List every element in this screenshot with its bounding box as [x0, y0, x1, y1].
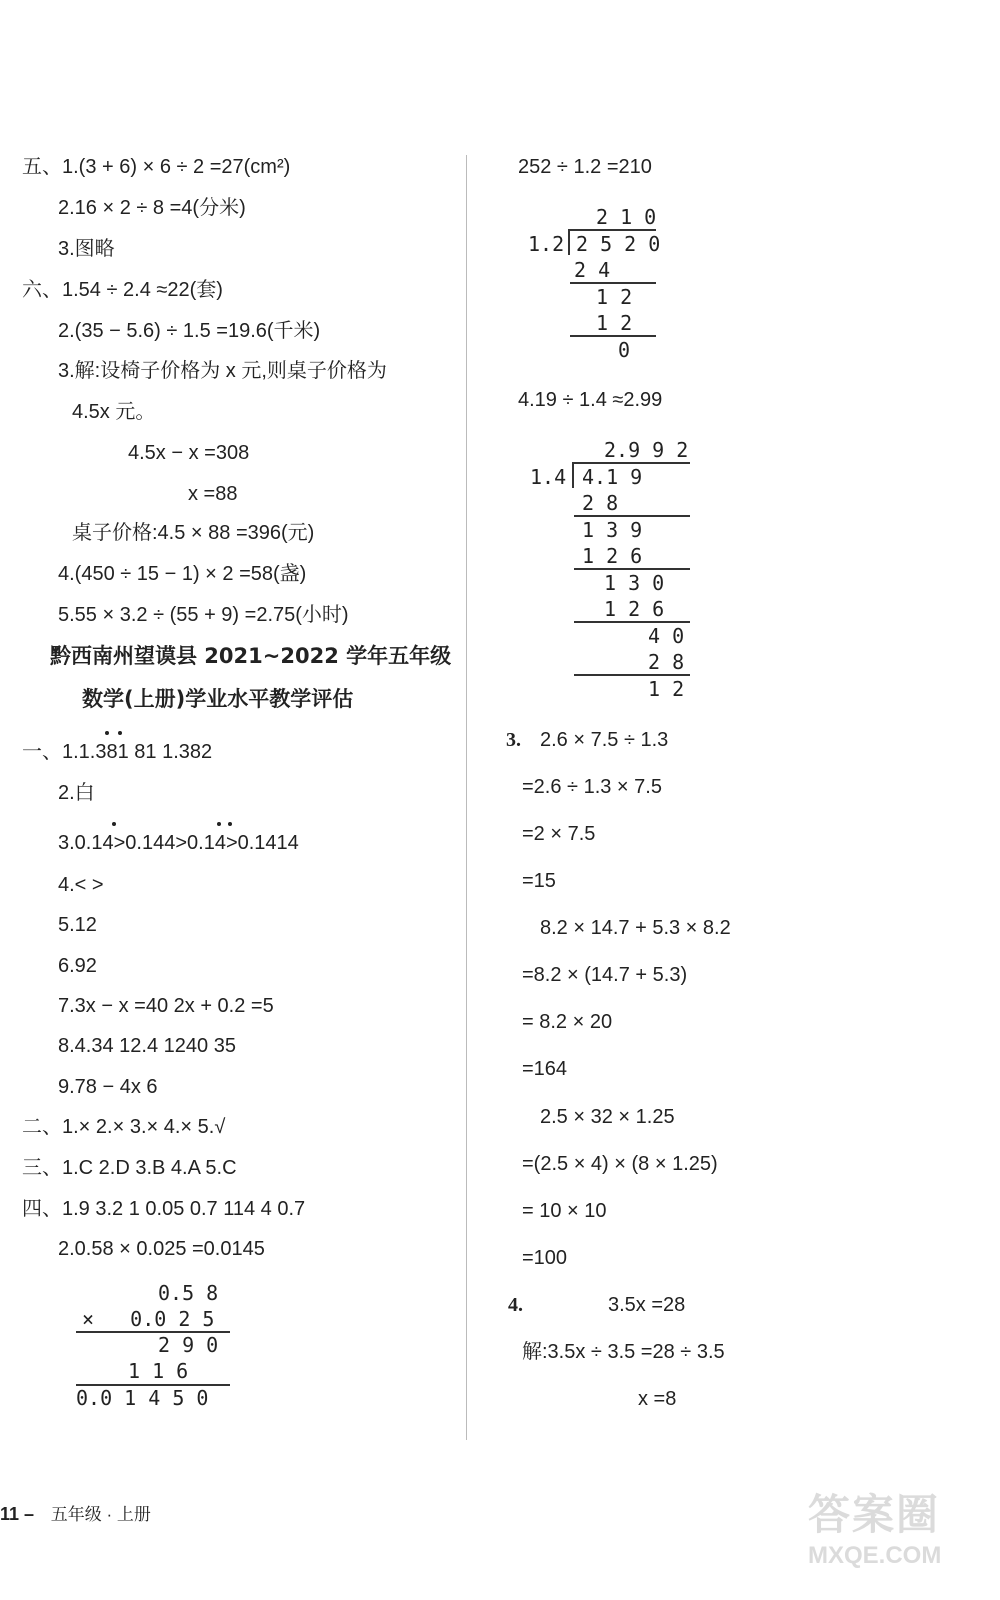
calc-b-line3: = 8.2 × 20: [522, 1011, 613, 1033]
page-number: 11 –: [0, 1504, 35, 1524]
division-1-divisor: 1.2: [528, 232, 565, 256]
watermark-bottom: MXQE.COM: [808, 1542, 942, 1569]
mult-row-2: × 0.0 2 5: [82, 1307, 215, 1331]
repeat-dot-mark: [112, 822, 116, 826]
repeat-dot-mark: [217, 822, 221, 826]
answer-6-2: 2.(35 − 5.6) ÷ 1.5 =19.6(千米): [58, 320, 321, 342]
division-2-step: 2 8: [648, 650, 685, 674]
division-1-step: 1 2: [596, 285, 633, 309]
calc-b-line1: 8.2 × 14.7 + 5.3 × 8.2: [540, 917, 731, 939]
division-2-step: 1 3 9: [582, 518, 643, 542]
answer-section-2: 二、1.× 2.× 3.× 4.× 5.√: [22, 1116, 226, 1138]
division-1-dividend: 2 5 2 0: [576, 232, 661, 256]
calc-a-line1: 2.6 × 7.5 ÷ 1.3: [540, 729, 669, 751]
answer-6-5: 5.55 × 3.2 ÷ (55 + 9) =2.75(小时): [58, 604, 349, 626]
calc-a-line3: =2 × 7.5: [522, 823, 596, 845]
question-3-label: 3.: [506, 729, 521, 751]
division-2-quotient: 2.9 9 2: [604, 438, 689, 462]
answer-6-4: 4.(450 ÷ 15 − 1) × 2 =58(盏): [58, 563, 307, 585]
division-1-rule: [570, 335, 656, 337]
calc-b-line4: =164: [522, 1058, 568, 1080]
answer-1-5: 5.12: [58, 914, 97, 936]
answer-1-7: 7.3x − x =40 2x + 0.2 =5: [58, 995, 274, 1017]
calc-c-line4: =100: [522, 1247, 568, 1269]
division-1-bracket: [568, 229, 570, 255]
answer-1-3: 3.0.14>0.144>0.14>0.1414: [58, 832, 299, 854]
repeat-dot-mark: [228, 822, 232, 826]
division-2-dividend: 4.1 9: [582, 465, 643, 489]
page-footer: [0, 1500, 151, 1525]
calc-c-line2: =(2.5 × 4) × (8 × 1.25): [522, 1153, 718, 1175]
answer-4-1: 四、1.9 3.2 1 0.05 0.7 114 4 0.7: [22, 1198, 306, 1220]
calc-c-line3: = 10 × 10: [522, 1200, 607, 1222]
answer-1-6: 6.92: [58, 955, 97, 977]
division-2-equation: 4.19 ÷ 1.4 ≈2.99: [518, 389, 663, 411]
answer-1-8: 8.4.34 12.4 1240 35: [58, 1035, 236, 1057]
answer-4-2: 2.0.58 × 0.025 =0.0145: [58, 1238, 265, 1260]
mult-row-4: 1 1 6: [128, 1359, 189, 1383]
mult-row-3: 2 9 0: [158, 1333, 219, 1357]
calc-a-line4: =15: [522, 870, 556, 892]
equation-line1: 3.5x =28: [608, 1294, 686, 1316]
answer-6-1: 六、1.54 ÷ 2.4 ≈22(套): [22, 279, 223, 301]
repeat-dot-mark: [118, 731, 122, 735]
answer-6-3-line3: 4.5x − x =308: [128, 442, 250, 464]
answer-5-3: 3.图略: [58, 238, 115, 260]
division-2-step: 1 2: [648, 677, 685, 701]
answer-1-2: 2.白: [58, 782, 95, 804]
answer-5-2: 2.16 × 2 ÷ 8 =4(分米): [58, 197, 246, 219]
watermark-logo: [808, 1482, 978, 1592]
division-2-step: 4 0: [648, 624, 685, 648]
watermark-top: 答案圈: [808, 1491, 941, 1538]
answer-5-1: 五、1.(3 + 6) × 6 ÷ 2 =27(cm²): [22, 156, 291, 178]
mult-row-5: 0.0 1 4 5 0: [76, 1386, 209, 1410]
equation-line3: x =8: [638, 1388, 677, 1410]
answer-1-1: 一、1.1.381 81 1.382: [22, 741, 213, 763]
column-divider: [466, 155, 467, 1440]
answer-6-3-line2: 4.5x 元。: [72, 401, 156, 423]
section-title-line1: 黔西南州望谟县 2021~2022 学年五年级: [50, 644, 452, 668]
division-1-step: 0: [618, 338, 631, 362]
section-title-line2: 数学(上册)学业水平教学评估: [82, 687, 354, 711]
division-2-step: 1 2 6: [604, 597, 665, 621]
repeat-dot-mark: [105, 731, 109, 735]
mult-row-1: 0.5 8: [158, 1281, 219, 1305]
answer-section-3: 三、1.C 2.D 3.B 4.A 5.C: [22, 1157, 237, 1179]
equation-line2: 解:3.5x ÷ 3.5 =28 ÷ 3.5: [522, 1341, 725, 1363]
grade-label: 五年级 · 上册: [50, 1505, 151, 1524]
answer-1-4: 4.< >: [58, 874, 104, 896]
division-1-equation: 252 ÷ 1.2 =210: [518, 156, 652, 178]
answer-6-3-line1: 3.解:设椅子价格为 x 元,则桌子价格为: [58, 360, 387, 382]
answer-6-3-line5: 桌子价格:4.5 × 88 =396(元): [72, 522, 315, 544]
division-2-divisor: 1.4: [530, 465, 567, 489]
division-2-step: 2 8: [582, 491, 619, 515]
calc-b-line2: =8.2 × (14.7 + 5.3): [522, 964, 688, 986]
division-1-step: 2 4: [574, 258, 611, 282]
answer-1-9: 9.78 − 4x 6: [58, 1076, 158, 1098]
calc-a-line2: =2.6 ÷ 1.3 × 7.5: [522, 776, 662, 798]
calc-c-line1: 2.5 × 32 × 1.25: [540, 1106, 675, 1128]
division-2-step: 1 3 0: [604, 571, 665, 595]
answer-6-3-line4: x =88: [188, 483, 238, 505]
division-2-bracket: [572, 462, 574, 488]
division-1-quotient: 2 1 0: [596, 205, 657, 229]
division-1-step: 1 2: [596, 311, 633, 335]
question-4-label: 4.: [508, 1294, 523, 1316]
division-2-step: 1 2 6: [582, 544, 643, 568]
